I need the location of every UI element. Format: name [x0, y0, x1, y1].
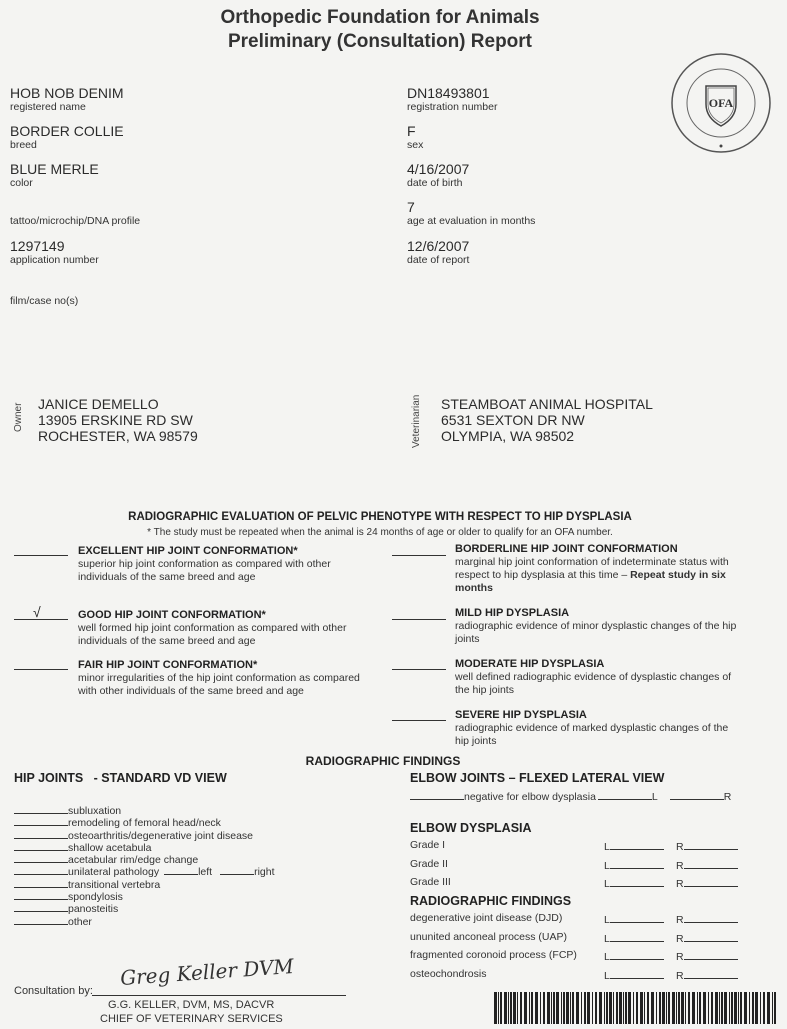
rf-row: fragmented coronoid process (FCP) L R: [410, 949, 750, 968]
severe-blank: [392, 720, 446, 721]
dob-value: 4/16/2007: [407, 161, 470, 177]
breed-value: BORDER COLLIE: [10, 123, 124, 139]
application-number-label: application number: [10, 254, 99, 266]
mild-head: MILD HIP DYSPLASIA: [455, 607, 570, 619]
grades-list: [410, 839, 750, 895]
moderate-blank: [392, 669, 446, 670]
grade-row: Grade II L R: [410, 858, 750, 877]
owner-street: 13905 ERSKINE RD SW: [38, 412, 193, 428]
elbow-dysplasia-title: ELBOW DYSPLASIA: [410, 821, 532, 835]
mild-desc: radiographic evidence of minor dysplastic changes of the hip joints: [455, 620, 737, 645]
signer-name: G.G. KELLER, DVM, MS, DACVR: [108, 999, 275, 1011]
signature-script: Greg Keller DVM: [119, 953, 295, 991]
vet-name: STEAMBOAT ANIMAL HOSPITAL: [441, 396, 653, 412]
excellent-desc: superior hip joint conformation as compared with other individuals of the same breed and age: [78, 558, 331, 583]
severe-head: SEVERE HIP DYSPLASIA: [455, 709, 587, 721]
signer-title: CHIEF OF VETERINARY SERVICES: [100, 1013, 283, 1025]
rf-row: degenerative joint disease (DJD) L R: [410, 912, 750, 931]
report-date-value: 12/6/2007: [407, 238, 470, 254]
sex-value: F: [407, 123, 416, 139]
color-value: BLUE MERLE: [10, 161, 99, 177]
vet-street: 6531 SEXTON DR NW: [441, 412, 585, 428]
findings-title: RADIOGRAPHIC FINDINGS: [305, 754, 461, 768]
list-item: remodeling of femoral head/neck: [14, 815, 374, 827]
registration-number-value: DN18493801: [407, 85, 490, 101]
elbow-joints-title: ELBOW JOINTS – FLEXED LATERAL VIEW: [410, 771, 665, 785]
owner-name: JANICE DEMELLO: [38, 396, 159, 412]
good-desc: well formed hip joint conformation as compared with other individuals of the same breed and age: [78, 622, 347, 647]
rf-list: [410, 912, 750, 986]
barcode: [492, 992, 780, 1024]
list-item: transitional vertebra: [14, 877, 374, 889]
evaluation-title: RADIOGRAPHIC EVALUATION OF PELVIC PHENOTYPE WITH RESPECT TO HIP DYSPLASIA: [128, 511, 632, 523]
report-title-2: Preliminary (Consultation) Report: [227, 31, 533, 52]
owner-city: ROCHESTER, WA 98579: [38, 428, 198, 444]
film-case-label: film/case no(s): [10, 295, 79, 307]
hip-joints-title: HIP JOINTS - STANDARD VD VIEW: [14, 771, 227, 785]
good-head: GOOD HIP JOINT CONFORMATION*: [78, 609, 266, 621]
moderate-desc: well defined radiographic evidence of dysplastic changes of the hip joints: [455, 671, 732, 696]
registered-name-value: HOB NOB DENIM: [10, 85, 124, 101]
borderline-desc: marginal hip joint conformation of indeterminate status with respect to hip dysplasia at this time – Repeat study in six months: [455, 556, 729, 594]
barcode-icon: [492, 992, 780, 1024]
fair-desc: minor irregularities of the hip joint conformation as compared with other individuals of the same breed and age: [78, 672, 360, 697]
list-item: other: [14, 914, 374, 926]
rf-title: RADIOGRAPHIC FINDINGS: [410, 894, 572, 908]
vet-city: OLYMPIA, WA 98502: [441, 428, 575, 444]
elbow-negative-row: negative for elbow dysplasia L R: [410, 789, 731, 803]
report-title-1: Orthopedic Foundation for Animals: [220, 7, 540, 28]
owner-address: [38, 396, 198, 444]
borderline-head: BORDERLINE HIP JOINT CONFORMATION: [455, 543, 678, 555]
dob-label: date of birth: [407, 177, 463, 189]
borderline-blank: [392, 555, 446, 556]
hip-items-list: [14, 803, 374, 926]
vet-address: [441, 396, 653, 444]
sex-label: sex: [407, 139, 424, 151]
age-label: age at evaluation in months: [407, 215, 536, 227]
registered-name-label: registered name: [10, 101, 86, 113]
consultation-by-label: Consultation by:: [14, 985, 93, 997]
list-item: shallow acetabula: [14, 840, 374, 852]
tattoo-label: tattoo/microchip/DNA profile: [10, 215, 141, 227]
list-item: unilateral pathology left right: [14, 864, 374, 876]
moderate-head: MODERATE HIP DYSPLASIA: [455, 658, 605, 670]
excellent-blank: [14, 555, 68, 556]
grade-row: Grade III L R: [410, 876, 750, 895]
signature-line: [92, 995, 346, 996]
registration-number-label: registration number: [407, 101, 498, 113]
list-item: spondylosis: [14, 889, 374, 901]
grade-row: Grade I L R: [410, 839, 750, 858]
ofa-seal: [670, 52, 772, 154]
owner-label: Owner: [13, 402, 24, 432]
rf-row: ununited anconeal process (UAP) L R: [410, 931, 750, 950]
good-checkmark: √: [33, 604, 41, 620]
list-item: subluxation: [14, 803, 374, 815]
age-value: 7: [407, 199, 415, 215]
application-number-value: 1297149: [10, 238, 65, 254]
veterinarian-label: Veterinarian: [411, 394, 422, 448]
ofa-logo: OFA: [708, 96, 734, 110]
list-item: osteoarthritis/degenerative joint disease: [14, 828, 374, 840]
breed-label: breed: [10, 139, 37, 151]
severe-desc: radiographic evidence of marked dysplastic changes of the hip joints: [455, 722, 729, 747]
color-label: color: [10, 177, 33, 189]
fair-blank: [14, 669, 68, 670]
list-item: panosteitis: [14, 901, 374, 913]
list-item: acetabular rim/edge change: [14, 852, 374, 864]
report-date-label: date of report: [407, 254, 470, 266]
rf-row: osteochondrosis L R: [410, 968, 750, 987]
fair-head: FAIR HIP JOINT CONFORMATION*: [78, 659, 258, 671]
good-blank: [14, 619, 68, 620]
mild-blank: [392, 619, 446, 620]
excellent-head: EXCELLENT HIP JOINT CONFORMATION*: [78, 545, 298, 557]
evaluation-note: * The study must be repeated when the animal is 24 months of age or older to qualify for an OFA number.: [147, 527, 613, 538]
